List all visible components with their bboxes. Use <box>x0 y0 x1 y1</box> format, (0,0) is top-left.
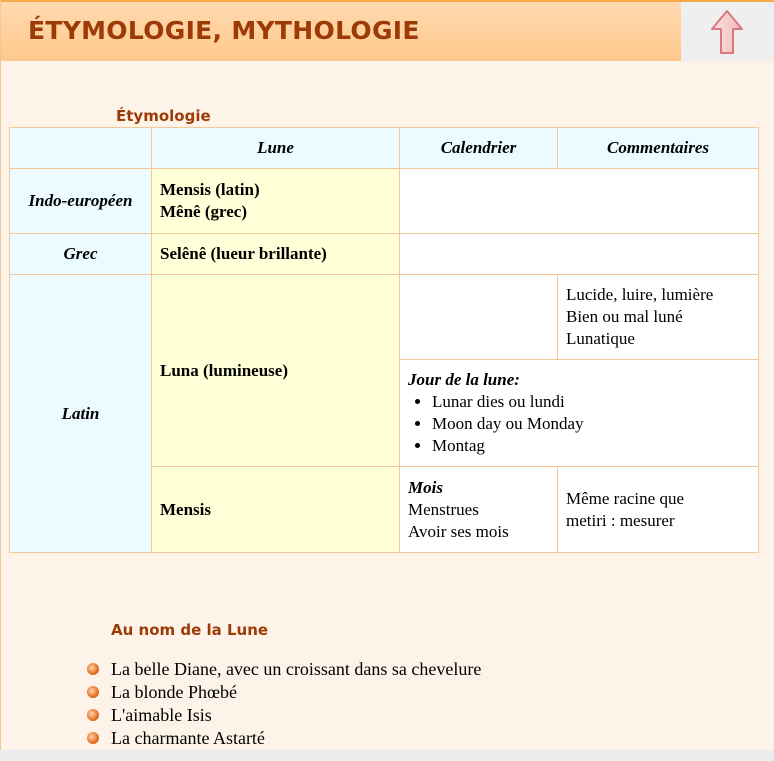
cell-lune-indo <box>152 169 400 234</box>
list-item <box>87 704 481 727</box>
table-row-grec <box>10 234 759 275</box>
row-header-latin: Latin <box>10 275 152 553</box>
list-item <box>87 658 481 681</box>
list-item: • Moon day ou Monday <box>432 413 750 435</box>
cell-lune-grec: Selênê (lueur brillante) <box>152 234 400 275</box>
cell-calendrier-empty <box>400 275 558 360</box>
back-to-top-button[interactable] <box>681 0 774 61</box>
cell-text: Mênê (grec) <box>160 202 247 221</box>
list-item: • Lunar dies ou lundi <box>432 391 750 413</box>
bullet-icon <box>87 663 99 675</box>
header-empty-cell <box>10 128 152 169</box>
row-header-grec: Grec <box>10 234 152 275</box>
list-item-text: La belle Diane, avec un croissant dans sa chevelure <box>111 659 482 679</box>
cell-text: metiri : mesurer <box>566 510 675 530</box>
cell-mois <box>400 467 558 553</box>
row-header-indo-europeen: Indo-européen <box>10 169 152 234</box>
list-item-text: La blonde Phœbé <box>111 682 237 702</box>
jour-list <box>408 391 750 457</box>
bullet-icon <box>87 732 99 744</box>
list-item <box>87 727 481 750</box>
table-row-latin <box>10 275 759 360</box>
cell-text: Avoir ses mois <box>408 521 509 541</box>
list-item-text: L'aimable Isis <box>111 705 212 725</box>
jour-title: Jour de la lune: <box>408 370 520 389</box>
column-header-calendrier: Calendrier <box>400 128 558 169</box>
column-header-commentaires: Commentaires <box>558 128 759 169</box>
cell-mensis: Mensis <box>152 467 400 553</box>
etymologie-table <box>9 127 759 553</box>
cell-text: Bien ou mal luné <box>566 307 683 326</box>
cell-text: Lucide, luire, lumière <box>566 285 714 304</box>
list-item: • Montag <box>432 435 750 457</box>
up-arrow-icon <box>710 9 744 55</box>
cell-empty-grec <box>400 234 759 275</box>
au-nom-de-la-lune-heading: Au nom de la Lune <box>111 621 269 639</box>
list-item-text: La charmante Astarté <box>111 728 265 748</box>
bullet-icon <box>87 686 99 698</box>
lune-names-list <box>87 658 481 750</box>
bullet-icon <box>87 709 99 721</box>
cell-text: Même racine que <box>566 488 684 508</box>
list-item <box>87 681 481 704</box>
page-header <box>1 0 681 61</box>
table-row-indo-europeen <box>10 169 759 234</box>
cell-text: Menstrues <box>408 499 479 519</box>
cell-text: Mensis (latin) <box>160 180 260 199</box>
cell-jour-de-la-lune <box>400 360 759 467</box>
bottom-bar <box>0 750 774 761</box>
etymologie-heading: Étymologie <box>116 107 211 125</box>
cell-lune-latin: Luna (lumineuse) <box>152 275 400 467</box>
table-header-row <box>10 128 759 169</box>
cell-commentaires-latin <box>558 275 759 360</box>
cell-text: Lunatique <box>566 329 635 348</box>
page-title: ÉTYMOLOGIE, MYTHOLOGIE <box>28 16 420 45</box>
mois-title: Mois <box>408 477 443 497</box>
cell-racine <box>558 467 759 553</box>
column-header-lune: Lune <box>152 128 400 169</box>
cell-empty-indo <box>400 169 759 234</box>
